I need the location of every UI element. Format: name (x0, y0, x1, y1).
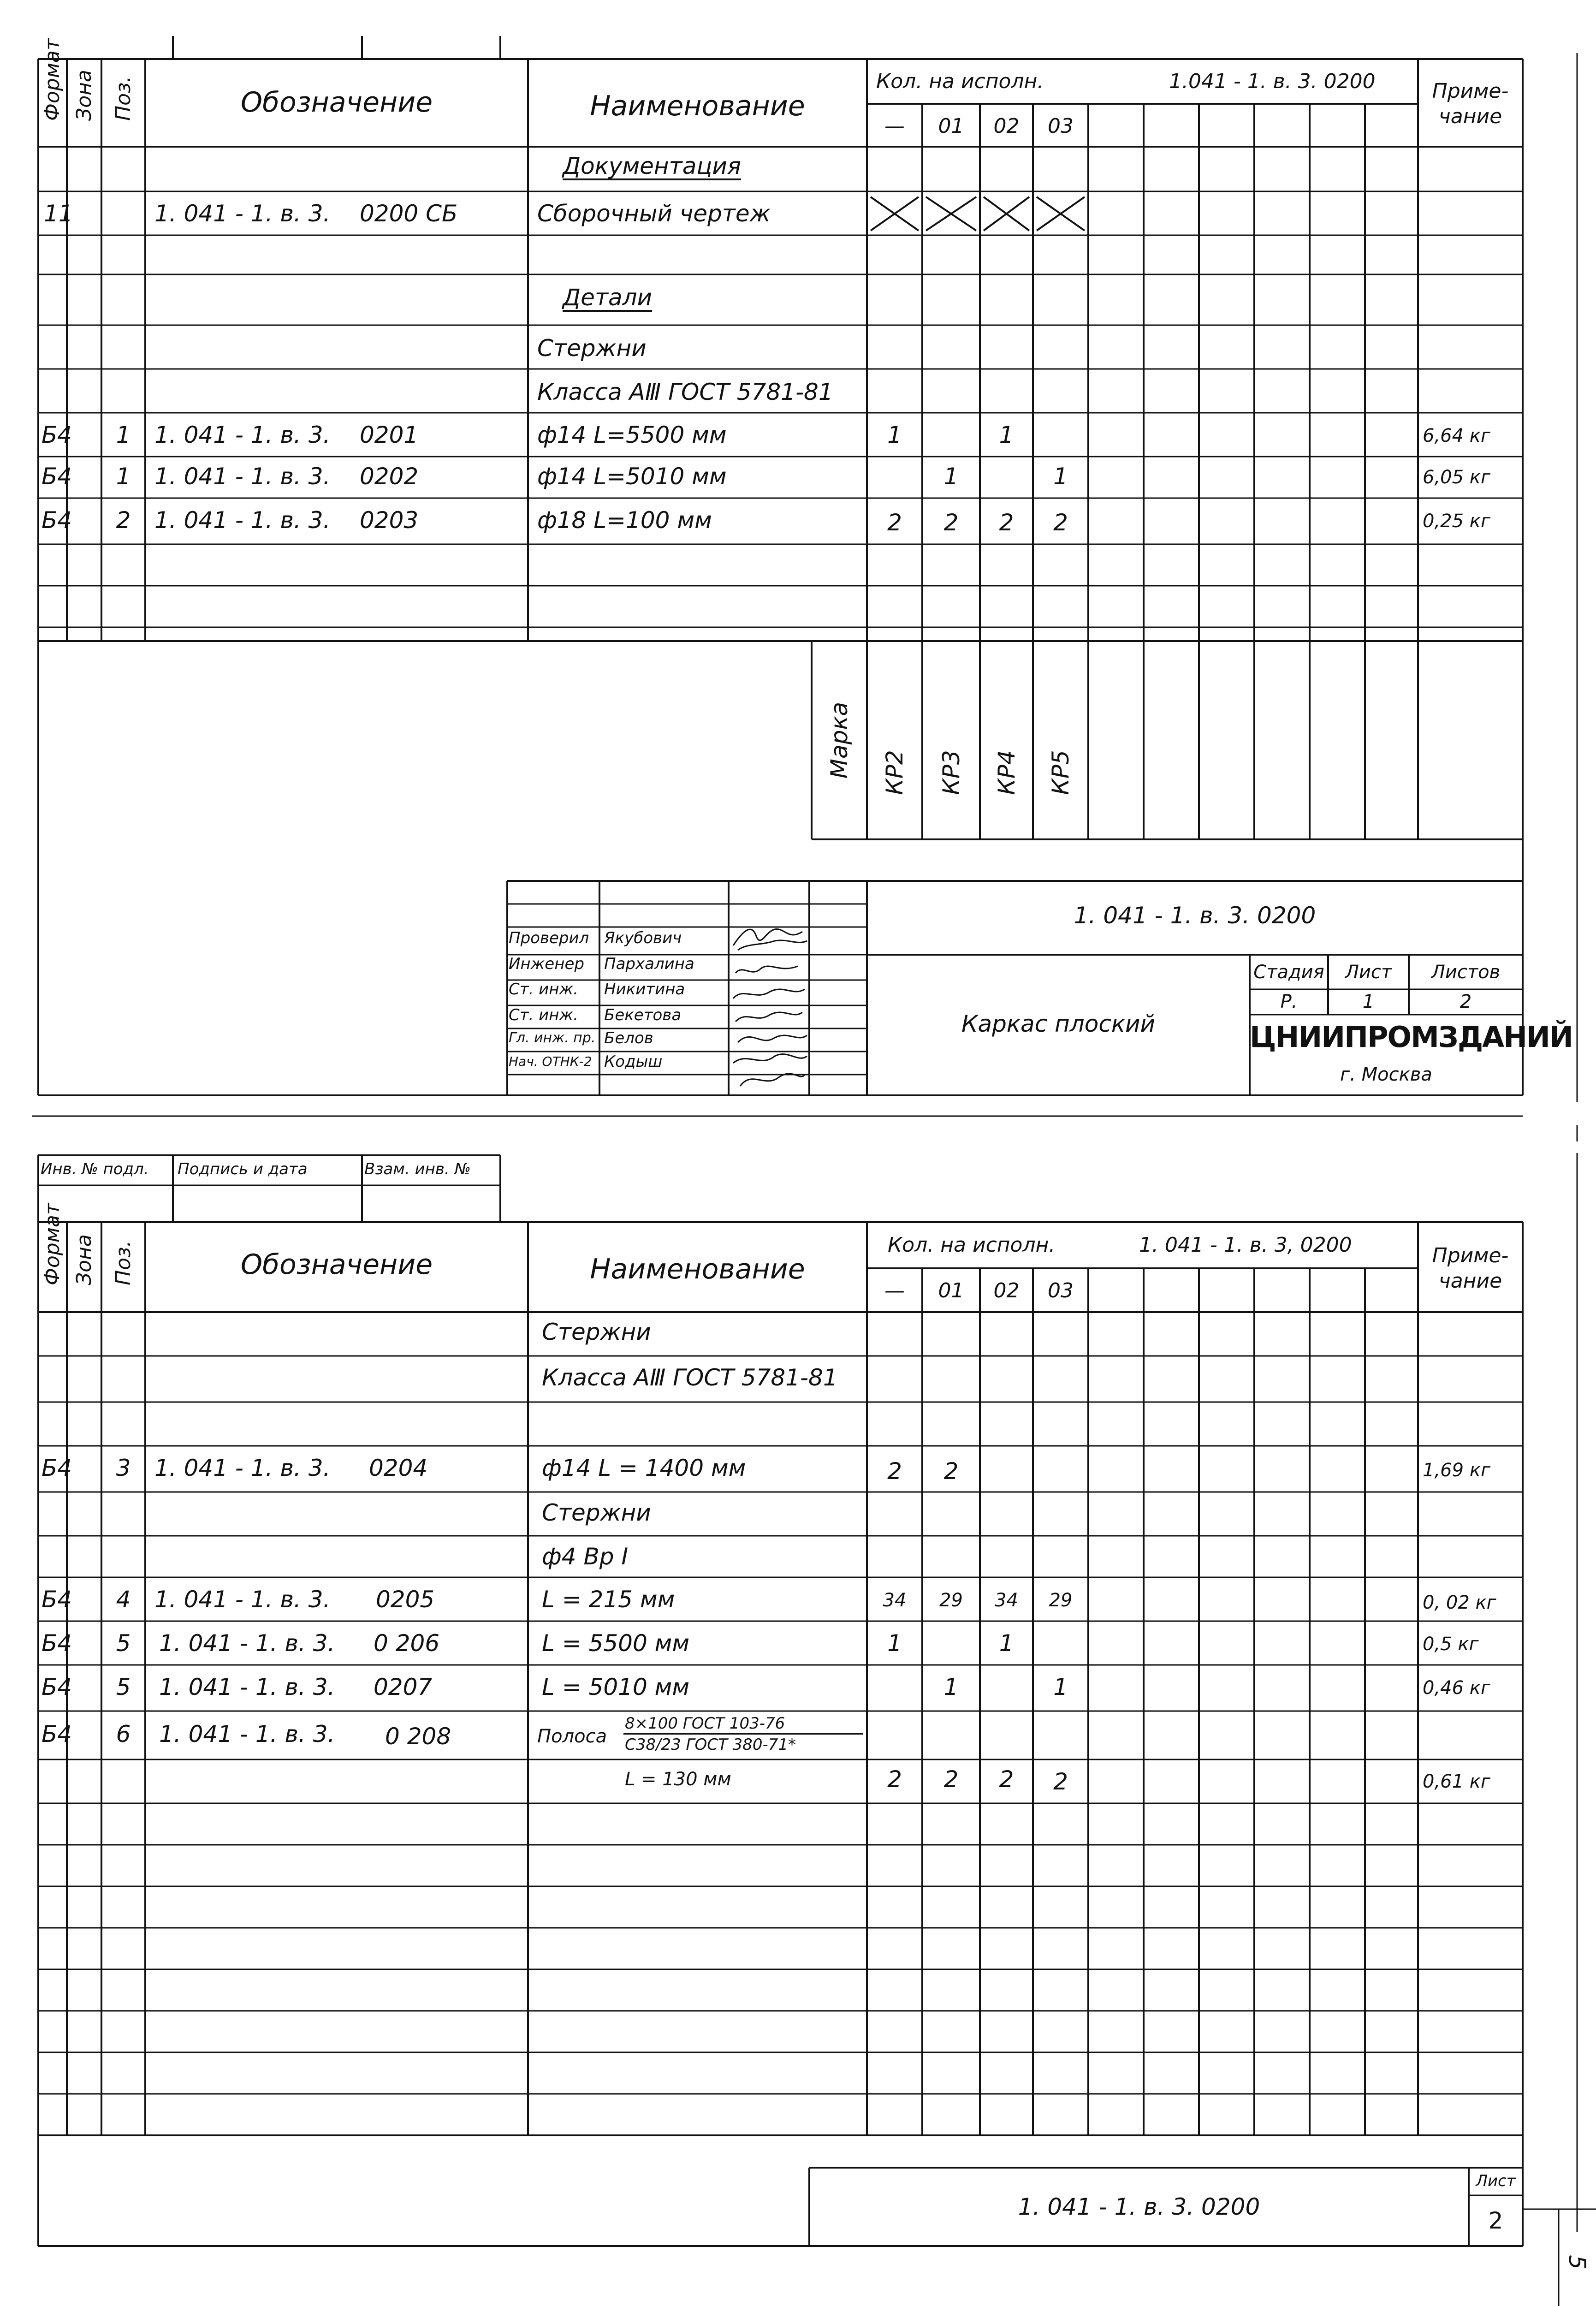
row-name: L = 5010 мм (542, 1674, 690, 1700)
tb-city: г. Москва (1340, 1064, 1432, 1085)
row-format: Б4 (42, 1674, 72, 1700)
row-format: Б4 (42, 507, 72, 534)
section-rod-class2: ф4 Вр Ⅰ (542, 1543, 629, 1570)
row-name: Сборочный чертеж (537, 200, 771, 227)
row-num: 0205 (376, 1586, 435, 1613)
signatures (729, 904, 809, 1095)
row-note: 0,5 кг (1423, 1634, 1479, 1655)
row-qty: 2 (999, 509, 1014, 536)
header-doc-code: 1.041 - 1. в. 3. 0200 (1169, 70, 1376, 93)
section-rods: Стержни (537, 335, 647, 362)
row-pos: 2 (116, 507, 131, 534)
variant-2: 02 (993, 1279, 1020, 1302)
marka-label: Марка (826, 701, 853, 779)
marka-kr5: КР5 (1047, 750, 1074, 795)
header-doc-code: 1. 041 - 1. в. 3, 0200 (1139, 1233, 1352, 1257)
row-note: 0, 02 кг (1423, 1592, 1496, 1613)
row-qty: 34 (883, 1590, 907, 1611)
row-code: 1. 041 - 1. в. 3. (154, 507, 331, 534)
row-qty: 1 (887, 422, 902, 448)
tb-role: Ст. инж. (509, 1006, 578, 1024)
row-num: 0204 (369, 1455, 428, 1481)
row-note: 1,69 кг (1423, 1460, 1490, 1481)
marka-kr2: КР2 (881, 750, 908, 795)
strip-frac-bottom: С38/23 ГОСТ 380-71* (625, 1735, 796, 1754)
section-rod-class: Класса АⅢ ГОСТ 5781-81 (537, 379, 833, 405)
tb-title: Каркас плоский (961, 1010, 1156, 1037)
header-zone: Зона (72, 70, 96, 121)
row-pos: 3 (116, 1455, 131, 1481)
tb-person: Якубович (604, 929, 682, 947)
row-qty: 29 (1049, 1590, 1073, 1611)
row-qty: 1 (1053, 1674, 1068, 1700)
row-code: 1. 041 - 1. в. 3. (154, 200, 331, 227)
row-qty: 1 (1053, 463, 1068, 490)
variant-0: — (884, 114, 905, 138)
header-pos: Поз. (112, 76, 135, 121)
header-format: Формат (41, 38, 64, 121)
row-note: 0,61 кг (1423, 1771, 1490, 1792)
row-qty: 2 (943, 1766, 959, 1793)
header-note: Приме- чание (1432, 79, 1509, 128)
tb-role: Ст. инж. (509, 980, 578, 998)
row-format: Б4 (42, 463, 72, 490)
tb-role: Проверил (509, 929, 589, 947)
row-qty: 2 (887, 1458, 902, 1485)
row-pos: 1 (116, 422, 131, 448)
variant-2: 02 (993, 114, 1020, 138)
tb-sheet: 1 (1362, 991, 1375, 1012)
row-pos: 4 (116, 1586, 131, 1613)
row-qty: 1 (999, 1630, 1014, 1657)
row-qty: 34 (995, 1590, 1018, 1611)
row-pos: 5 (116, 1630, 131, 1657)
row-qty: 2 (887, 1766, 902, 1793)
cross-marks (867, 191, 1088, 235)
footer-doc-code: 1. 041 - 1. в. 3. 0200 (1018, 2193, 1260, 2220)
row-qty: 1 (943, 1674, 959, 1700)
stamp-vzam: Взам. инв. № (364, 1160, 471, 1178)
stamp-inv: Инв. № подл. (41, 1160, 149, 1178)
row-code: 1. 041 - 1. в. 3. (154, 463, 331, 490)
header-format: Формат (41, 1203, 64, 1285)
tb-role: Нач. ОТНК-2 (509, 1054, 592, 1069)
row-note: 0,25 кг (1423, 511, 1490, 532)
row-qty: 1 (887, 1630, 902, 1657)
row-format: Б4 (42, 1455, 72, 1481)
row-format: Б4 (42, 1630, 72, 1657)
row-qty: 2 (943, 1458, 959, 1485)
header-designation: Обозначение (240, 86, 433, 119)
row-code: 1. 041 - 1. в. 3. (159, 1630, 335, 1657)
header-note: Приме- чание (1432, 1244, 1509, 1293)
tb-person: Кодыш (604, 1052, 663, 1071)
row-name: ф14 L=5500 мм (537, 422, 727, 448)
row-num: 0201 (360, 422, 419, 448)
tb-person: Никитина (604, 980, 685, 998)
row-name: ф14 L=5010 мм (537, 463, 727, 490)
row-qty: 2 (999, 1766, 1014, 1793)
section-documentation: Документация (563, 153, 741, 179)
footer-sheet-label: Лист (1476, 2172, 1516, 2190)
tb-person: Бекетова (604, 1006, 682, 1024)
header-qty-label: Кол. на исполн. (888, 1233, 1056, 1257)
section-rods2: Стержни (542, 1499, 651, 1526)
row-num: 0 206 (374, 1630, 440, 1657)
tb-role: Гл. инж. пр. (509, 1030, 596, 1046)
row-name: Полоса (537, 1726, 607, 1747)
row-qty: 2 (943, 509, 959, 536)
row-name: ф18 L=100 мм (537, 507, 712, 534)
row-format: Б4 (42, 1586, 72, 1613)
tb-sheet-label: Лист (1345, 962, 1392, 983)
tb-stage: Р. (1280, 991, 1298, 1012)
variant-3: 03 (1048, 114, 1074, 138)
tb-sheets: 2 (1460, 991, 1472, 1012)
row-code: 1. 041 - 1. в. 3. (159, 1674, 335, 1700)
tb-role: Инженер (509, 955, 584, 973)
variant-1: 01 (938, 1279, 964, 1302)
marka-kr4: КР4 (993, 750, 1020, 795)
tb-doc-code: 1. 041 - 1. в. 3. 0200 (1074, 902, 1316, 929)
page-number: 5 (1564, 2255, 1590, 2270)
row-format: Б4 (42, 422, 72, 448)
header-name: Наименование (590, 90, 805, 122)
row-note: 6,64 кг (1423, 425, 1490, 446)
row-code: 1. 041 - 1. в. 3. (154, 422, 331, 448)
tb-person: Белов (604, 1029, 653, 1047)
section-rods: Стержни (542, 1319, 651, 1345)
row-num: 0207 (374, 1674, 433, 1700)
row-num: 0203 (360, 507, 419, 534)
row-name: L = 5500 мм (542, 1630, 690, 1657)
marka-kr3: КР3 (938, 750, 965, 795)
row-qty: 29 (939, 1590, 963, 1611)
row-qty: 2 (1053, 1768, 1068, 1795)
tb-stage-label: Стадия (1253, 962, 1324, 983)
footer-sheet: 2 (1488, 2207, 1503, 2234)
variant-3: 03 (1048, 1279, 1074, 1302)
row-name: L = 215 мм (542, 1586, 675, 1613)
row-pos: 6 (116, 1721, 131, 1747)
header-pos: Поз. (112, 1240, 135, 1285)
row-code: 1. 041 - 1. в. 3. (154, 1455, 331, 1481)
row-pos: 5 (116, 1674, 131, 1700)
stamp-sign: Подпись и дата (178, 1160, 308, 1178)
row-format: 11 (44, 200, 73, 227)
header-name: Наименование (590, 1253, 805, 1285)
row-qty: 2 (1053, 509, 1068, 536)
row-num: 0202 (360, 463, 419, 490)
row-code: 1. 041 - 1. в. 3. (154, 1586, 331, 1613)
row-name: L = 130 мм (625, 1769, 731, 1790)
header-qty-label: Кол. на исполн. (876, 70, 1044, 93)
strip-frac-top: 8×100 ГОСТ 103-76 (625, 1714, 785, 1733)
row-format: Б4 (42, 1721, 72, 1747)
frac-bar (623, 1733, 863, 1735)
variant-1: 01 (938, 114, 964, 138)
row-qty: 1 (943, 463, 959, 490)
tb-org: ЦНИИПРОМЗДАНИЙ (1250, 1020, 1572, 1054)
header-zone: Зона (72, 1234, 96, 1285)
row-qty: 2 (887, 509, 902, 536)
row-num: 0 208 (385, 1723, 451, 1750)
row-name: ф14 L = 1400 мм (542, 1455, 746, 1481)
section-details: Детали (563, 284, 653, 311)
row-code: 1. 041 - 1. в. 3. (159, 1721, 335, 1747)
row-note: 0,46 кг (1423, 1677, 1490, 1699)
section-rod-class: Класса АⅢ ГОСТ 5781-81 (542, 1364, 838, 1391)
row-qty: 1 (999, 422, 1014, 448)
header-designation: Обозначение (240, 1248, 433, 1281)
row-pos: 1 (116, 463, 131, 490)
row-note: 6,05 кг (1423, 467, 1490, 488)
tb-sheets-label: Листов (1431, 962, 1501, 983)
row-num: 0200 СБ (360, 200, 458, 227)
variant-0: — (884, 1279, 905, 1302)
tb-person: Пархалина (604, 955, 694, 973)
